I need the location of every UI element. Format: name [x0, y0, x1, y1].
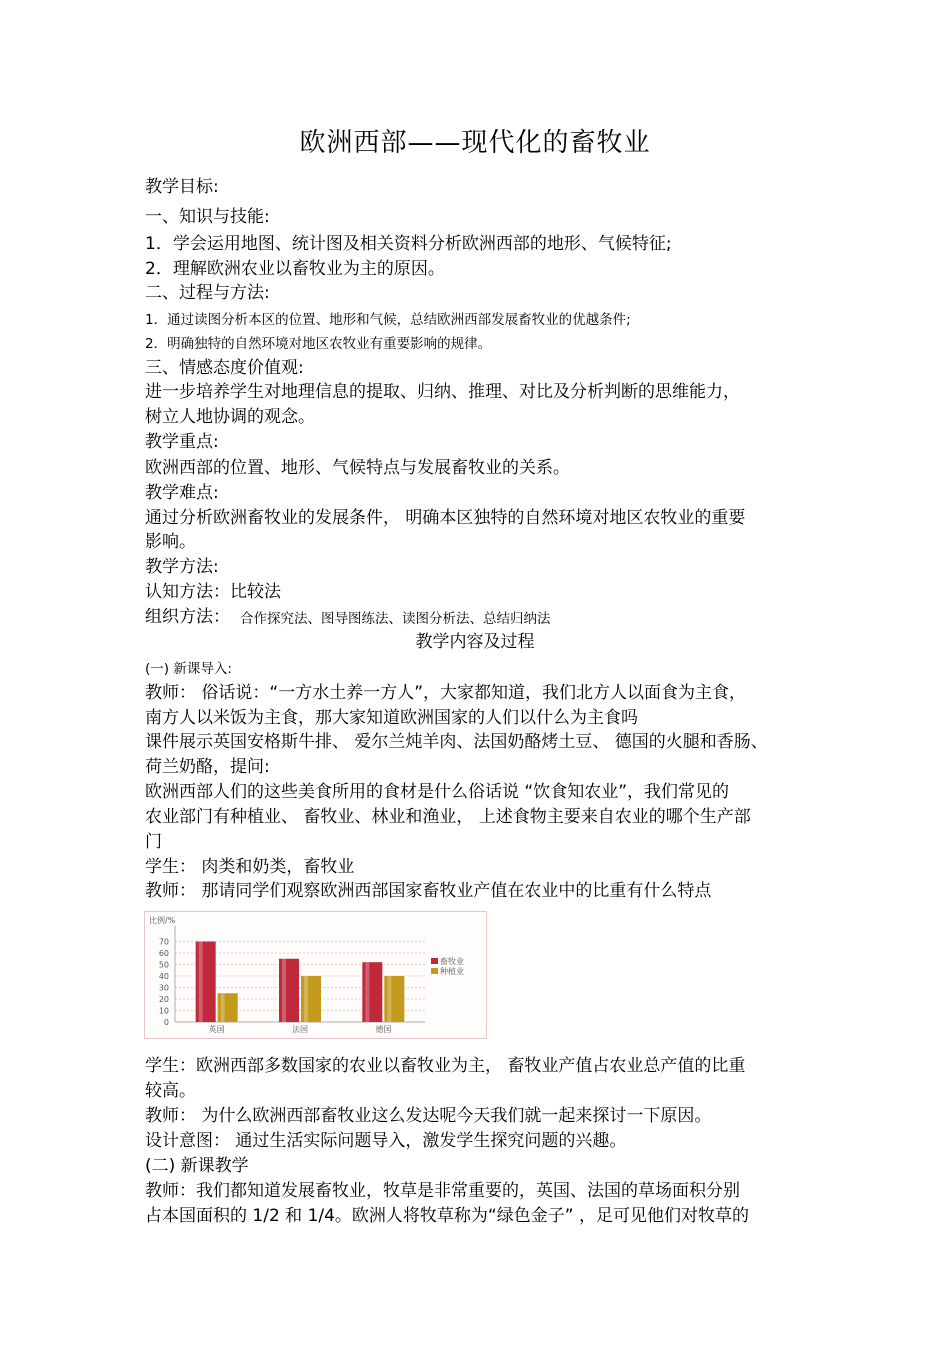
y-tick-label: 40 [158, 972, 169, 981]
teacher-grass-line-2: 占本国面积的 1/2 和 1/4。欧洲人将牧草称为“绿色金子” ，足可见他们对牧草的 [145, 1206, 749, 1226]
heading-teaching-goals: 教学目标: [145, 177, 219, 197]
chart-svg [145, 912, 486, 1038]
bar-highlight [221, 993, 225, 1022]
bar-highlight [199, 942, 203, 1023]
question-line-2: 农业部门有种植业、 畜牧业、林业和渔业， 上述食物主要来自农业的哪个生产部 [145, 807, 751, 827]
sub-heading-intro: (一) 新课导入: [145, 661, 232, 677]
section-title-process: 教学内容及过程 [415, 632, 535, 652]
bar-crop [218, 993, 238, 1022]
y-tick-label: 50 [158, 960, 169, 970]
legend-label: 种植业 [440, 967, 464, 976]
teacher-line-2: 南方人以米饭为主食，那大家知道欧洲国家的人们以什么为主食吗 [145, 708, 638, 728]
heading-difficulties: 教学难点: [145, 483, 219, 503]
x-tick-label: 法国 [292, 1025, 308, 1034]
y-axis-label: 比例/% [149, 916, 176, 925]
design-intent-line: 设计意图： 通过生活实际问题导入，激发学生探究问题的兴趣。 [145, 1131, 627, 1151]
organization-method-label: 组织方法： [145, 607, 230, 627]
values-text-2: 树立人地协调的观念。 [145, 407, 315, 427]
difficulties-text-2: 影响。 [145, 532, 196, 552]
student-answer-1: 学生： 肉类和奶类，畜牧业 [145, 857, 355, 877]
values-text-1: 进一步培养学生对地理信息的提取、归纳、推理、对比及分析判断的思维能力， [145, 382, 740, 402]
document-title: 欧洲西部——现代化的畜牧业 [299, 128, 651, 158]
y-tick-label: 70 [158, 937, 169, 947]
teacher-grass-line-1: 教师：我们都知道发展畜牧业，牧草是非常重要的，英国、法国的草场面积分别 [145, 1181, 740, 1201]
student-answer-2-line-1: 学生：欧洲西部多数国家的农业以畜牧业为主， 畜牧业产值占农业总产值的比重 [145, 1056, 746, 1076]
organization-method-text: 合作探究法、图导图练法、读图分析法、总结归纳法 [240, 611, 551, 627]
teacher-reason-line: 教师： 为什么欧洲西部畜牧业这么发达呢今天我们就一起来探讨一下原因。 [145, 1106, 712, 1126]
question-line-3: 门 [145, 832, 162, 852]
goal-item-1: 1．学会运用地图、统计图及相关资料分析欧洲西部的地形、气候特征; [145, 234, 672, 254]
cognitive-method: 认知方法：比较法 [145, 582, 281, 602]
heading-values: 三、情感态度价值观: [145, 358, 304, 378]
courseware-line-1: 课件展示英国安格斯牛排、 爱尔兰炖羊肉、法国奶酪烤土豆、 德国的火腿和香肠、 [145, 732, 768, 752]
difficulties-text-1: 通过分析欧洲畜牧业的发展条件， 明确本区独特的自然环境对地区农牧业的重要 [145, 508, 746, 528]
heading-knowledge-skills: 一、知识与技能: [145, 207, 270, 227]
agriculture-ratio-chart [144, 911, 487, 1039]
process-item-2: 2．明确独特的自然环境对地区农牧业有重要影响的规律。 [145, 336, 492, 352]
bar-livestock [362, 962, 382, 1022]
teacher-question-chart: 教师： 那请同学们观察欧洲西部国家畜牧业产值在农业中的比重有什么特点 [145, 881, 712, 901]
legend-swatch [431, 958, 438, 964]
bar-highlight [387, 976, 391, 1022]
bar-crop [384, 976, 404, 1022]
heading-process-methods: 二、过程与方法: [145, 283, 270, 303]
y-tick-label: 60 [158, 949, 169, 958]
y-tick-label: 20 [158, 995, 169, 1004]
courseware-line-2: 荷兰奶酪，提问: [145, 757, 270, 777]
sub-heading-new-lesson: (二) 新课教学 [145, 1156, 249, 1176]
x-tick-label: 德国 [375, 1025, 392, 1034]
legend-swatch [431, 968, 438, 974]
y-tick-label: 30 [158, 983, 169, 993]
bar-highlight [304, 976, 308, 1022]
legend-label: 畜牧业 [440, 957, 464, 966]
x-tick-label: 英国 [208, 1025, 225, 1034]
y-tick-label: 10 [158, 1006, 169, 1016]
teacher-line-1: 教师： 俗话说：“一方水土养一方人”，大家都知道，我们北方人以面食为主食， [145, 683, 747, 703]
goal-item-2: 2．理解欧洲农业以畜牧业为主的原因。 [145, 259, 445, 279]
bar-highlight [282, 959, 286, 1022]
student-answer-2-line-2: 较高。 [145, 1081, 196, 1101]
process-item-1: 1．通过读图分析本区的位置、地形和气候，总结欧洲西部发展畜牧业的优越条件; [145, 312, 631, 328]
heading-methods: 教学方法: [145, 557, 219, 577]
key-points-text: 欧洲西部的位置、地形、气候特点与发展畜牧业的关系。 [145, 458, 570, 478]
bar-highlight [365, 962, 369, 1022]
heading-key-points: 教学重点: [145, 432, 219, 452]
question-line-1: 欧洲西部人们的这些美食所用的食材是什么俗话说 “饮食知农业”，我们常见的 [145, 782, 730, 802]
y-tick-label: 0 [163, 1018, 169, 1027]
